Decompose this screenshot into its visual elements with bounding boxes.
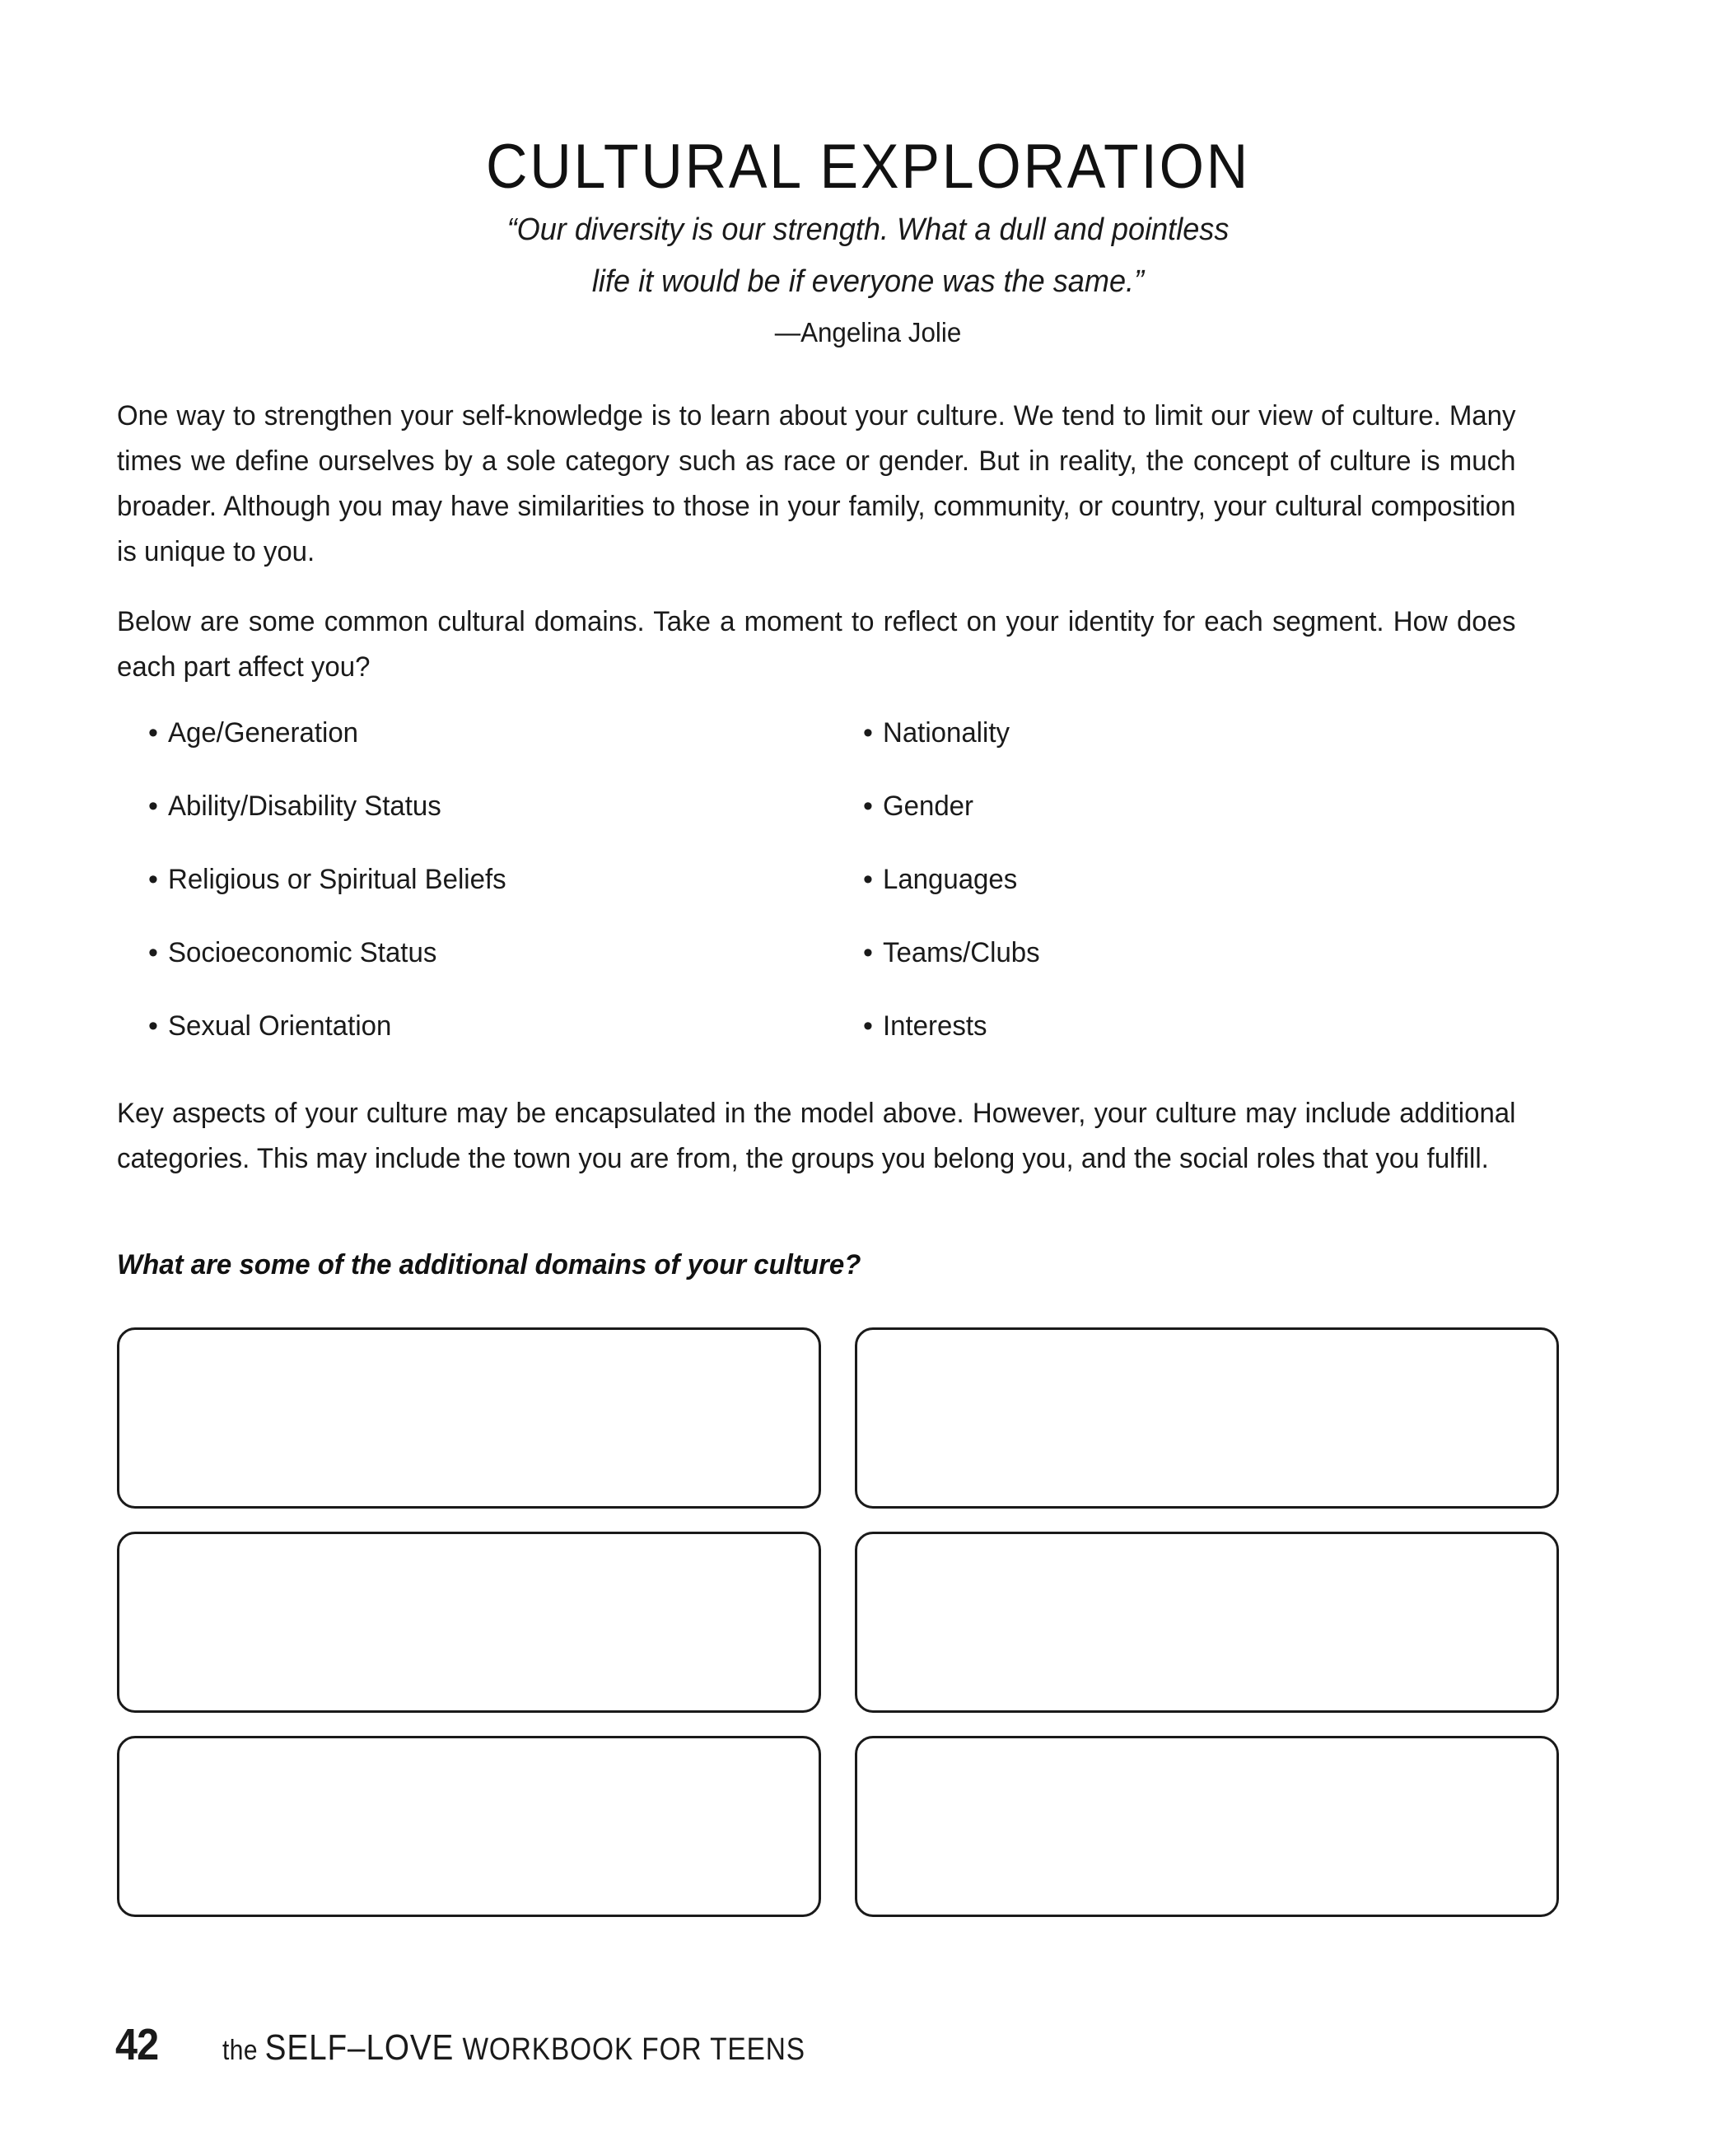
list-item-label: Gender <box>883 791 974 822</box>
pull-quote <box>44 204 1693 308</box>
answer-box-1[interactable] <box>117 1327 821 1509</box>
list-item <box>863 788 1489 861</box>
reflection-prompt: What are some of the additional domains of your culture? <box>117 1249 861 1280</box>
page-number: 42 <box>115 2020 159 2069</box>
list-item <box>863 1008 1489 1081</box>
answer-box-grid <box>117 1327 1559 1917</box>
list-item <box>148 935 774 1008</box>
page-title: CULTURAL EXPLORATION <box>485 131 1251 202</box>
book-title-main: SELF–LOVE <box>264 2027 455 2068</box>
bullet-icon: • <box>148 937 158 968</box>
cultural-domains-list-left <box>148 715 774 1081</box>
paragraph-below: Below are some common cultural domains. Take a moment to reflect on your identity for each segment. How does each part affect you? <box>117 606 1516 683</box>
list-item <box>863 861 1489 935</box>
list-item <box>148 715 774 788</box>
page-footer <box>115 2019 885 2070</box>
list-item-label: Sexual Orientation <box>168 1010 392 1042</box>
quote-attribution: —Angelina Jolie <box>774 317 962 348</box>
cultural-domains-list-right <box>863 715 1489 1081</box>
list-item <box>863 715 1489 788</box>
list-item <box>148 1008 774 1081</box>
book-title-the: the <box>222 2035 265 2066</box>
list-item-label: Ability/Disability Status <box>168 791 441 822</box>
quote-line-1: “Our diversity is our strength. What a dull and pointless <box>506 212 1230 247</box>
bullet-icon: • <box>148 791 158 822</box>
bullet-icon: • <box>148 864 158 895</box>
bullet-icon: • <box>148 717 158 749</box>
list-item-label: Religious or Spiritual Beliefs <box>168 864 506 895</box>
bullet-icon: • <box>863 717 873 749</box>
book-title <box>222 2027 805 2069</box>
answer-box-3[interactable] <box>117 1532 821 1713</box>
paragraph-intro: One way to strengthen your self-knowledge is to learn about your culture. We tend to limit our view of culture. Many times we define ourselves by a sole category such as race or gender. But in reality, the concept of culture is much broader. Although you may have similarities to those in your family, community, or country, your cultural composition is unique to you. <box>117 400 1516 567</box>
answer-box-6[interactable] <box>855 1736 1559 1917</box>
answer-box-2[interactable] <box>855 1327 1559 1509</box>
bullet-icon: • <box>863 864 873 895</box>
bullet-icon: • <box>148 1010 158 1042</box>
list-item-label: Teams/Clubs <box>883 937 1040 968</box>
list-item-label: Interests <box>883 1010 987 1042</box>
list-item <box>148 861 774 935</box>
list-item-label: Socioeconomic Status <box>168 937 437 968</box>
list-item <box>148 788 774 861</box>
list-item-label: Nationality <box>883 717 1010 749</box>
bullet-icon: • <box>863 1010 873 1042</box>
quote-line-2: life it would be if everyone was the same.” <box>591 264 1145 299</box>
paragraph-key-aspects: Key aspects of your culture may be encapsulated in the model above. However, your culture may include additional categories. This may include the town you are from, the groups you belong you, and the social roles that you fulfill. <box>117 1098 1516 1174</box>
book-title-rest: WORKBOOK FOR TEENS <box>454 2032 806 2067</box>
list-item-label: Languages <box>883 864 1018 895</box>
answer-box-4[interactable] <box>855 1532 1559 1713</box>
list-item-label: Age/Generation <box>168 717 359 749</box>
bullet-icon: • <box>863 791 873 822</box>
bullet-icon: • <box>863 937 873 968</box>
list-item <box>863 935 1489 1008</box>
answer-box-5[interactable] <box>117 1736 821 1917</box>
